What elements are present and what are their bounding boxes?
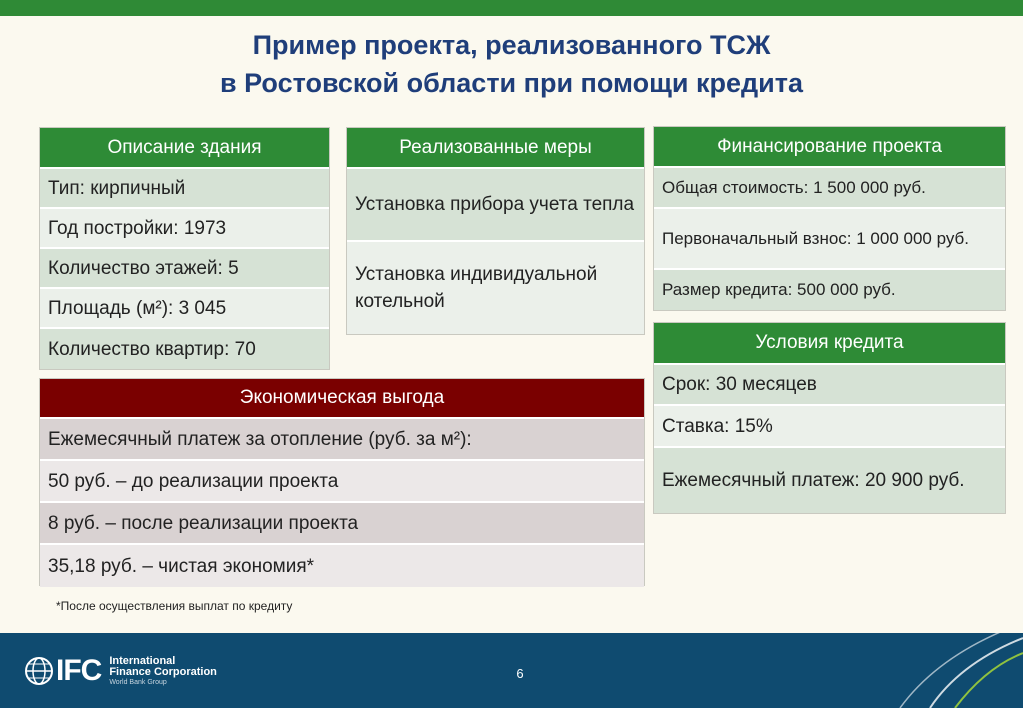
credit-terms-row: Срок: 30 месяцев: [654, 365, 1005, 406]
page-number: 6: [516, 666, 524, 681]
financing-row: Первоначальный взнос: 1 000 000 руб.: [654, 209, 1005, 270]
footnote: *После осуществления выплат по кредиту: [56, 599, 293, 613]
building-row: Количество квартир: 70: [40, 329, 329, 369]
logo-line3: World Bank Group: [109, 678, 167, 686]
financing-table: [653, 126, 1006, 311]
logo-line1: International: [109, 654, 176, 667]
credit-terms-header: Условия кредита: [654, 323, 1005, 365]
building-row: Площадь (м²): 3 045: [40, 289, 329, 329]
economic-row: 50 руб. – до реализации проекта: [40, 461, 644, 503]
economic-benefit-header: Экономическая выгода: [40, 379, 644, 419]
credit-terms-row: Ежемесячный платеж: 20 900 руб.: [654, 448, 1005, 513]
top-accent-bar: [0, 0, 1023, 16]
financing-header: Финансирование проекта: [654, 127, 1005, 168]
economic-benefit-table: [39, 378, 645, 586]
page-title-line1: Пример проекта, реализованного ТСЖ: [252, 30, 771, 60]
credit-terms-row: Ставка: 15%: [654, 406, 1005, 448]
page-title-line2: в Ростовской области при помощи кредита: [220, 68, 803, 98]
financing-row: Размер кредита: 500 000 руб.: [654, 270, 1005, 310]
measures-row: Установка прибора учета тепла: [347, 169, 644, 242]
building-description-table: [39, 127, 330, 370]
logo-abbreviation: IFC: [56, 654, 102, 687]
economic-row: 8 руб. – после реализации проекта: [40, 503, 644, 545]
credit-terms-table: [653, 322, 1006, 514]
measures-header: Реализованные меры: [347, 128, 644, 169]
economic-row: 35,18 руб. – чистая экономия*: [40, 545, 644, 587]
building-row: Год постройки: 1973: [40, 209, 329, 249]
measures-table: [346, 127, 645, 335]
economic-row: Ежемесячный платеж за отопление (руб. за м²):: [40, 419, 644, 461]
building-row: Тип: кирпичный: [40, 169, 329, 209]
ifc-logo: [24, 655, 217, 687]
globe-icon: [24, 656, 54, 686]
measures-row: Установка индивидуальной котельной: [347, 242, 644, 334]
page-title: [0, 26, 1023, 102]
building-description-header: Описание здания: [40, 128, 329, 169]
logo-line2: Finance Corporation: [109, 665, 217, 678]
logo-text: [109, 656, 217, 687]
building-row: Количество этажей: 5: [40, 249, 329, 289]
financing-row: Общая стоимость: 1 500 000 руб.: [654, 168, 1005, 209]
